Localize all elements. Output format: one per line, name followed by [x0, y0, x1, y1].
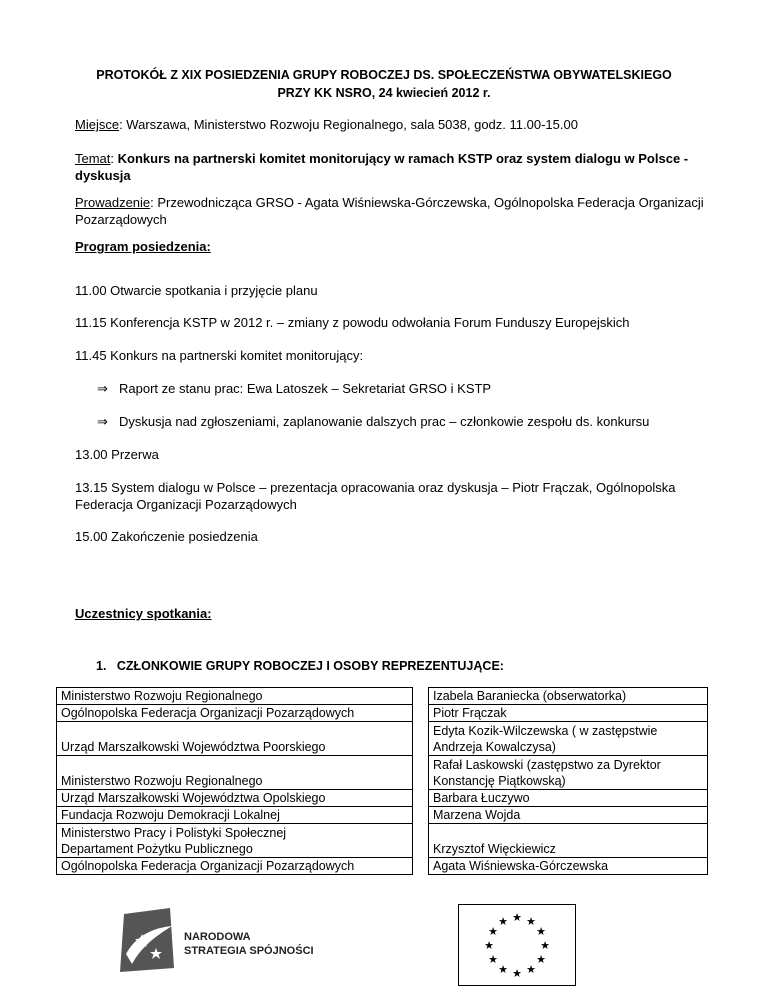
- topic-line-2: dyskusja: [75, 168, 131, 183]
- topic-label: Temat: [75, 151, 111, 166]
- svg-text:★: ★: [512, 967, 522, 980]
- subitem-text: Raport ze stanu prac: Ewa Latoszek – Sekretariat GRSO i KSTP: [119, 381, 492, 396]
- org-cell: Ministerstwo Rozwoju Regionalnego: [57, 688, 413, 705]
- program-heading: Program posiedzenia:: [75, 239, 211, 254]
- program-subitem: [97, 413, 697, 430]
- chair-label: Prowadzenie: [75, 195, 151, 210]
- title-line-1: PROTOKÓŁ Z XIX POSIEDZENIA GRUPY ROBOCZEJ DS. SPOŁECZEŃSTWA OBYWATELSKIEGO: [96, 68, 672, 82]
- table-row: [57, 824, 708, 858]
- program-subitem: [97, 380, 697, 397]
- table-row: [57, 790, 708, 807]
- program-end: 15.00 Zakończenie posiedzenia: [75, 529, 258, 544]
- person-cell: Agata Wiśniewska-Górczewska: [428, 858, 707, 875]
- title-line-2: PRZY KK NSRO, 24 kwiecień 2012 r.: [277, 86, 491, 100]
- table-row: [57, 705, 708, 722]
- svg-text:★: ★: [540, 939, 550, 952]
- person-cell: Rafał Laskowski (zastępstwo za Dyrektor Konstancję Piątkowską): [428, 756, 707, 790]
- meeting-place-text: : Warszawa, Ministerstwo Rozwoju Regionalnego, sala 5038, godz. 11.00-15.00: [119, 117, 578, 132]
- table-row: [57, 858, 708, 875]
- org-cell: Ogólnopolska Federacja Organizacji Pozarządowych: [57, 858, 413, 875]
- org-cell: Urząd Marszałkowski Województwa Opolskiego: [57, 790, 413, 807]
- person-cell: Piotr Frączak: [428, 705, 707, 722]
- meeting-chair: [75, 194, 705, 228]
- chair-line-1: : Przewodnicząca GRSO - Agata Wiśniewska-Górczewska, Ogólnopolska Federacja Organizacji: [150, 195, 704, 210]
- program-item: 11.15 Konferencja KSTP w 2012 r. – zmiany z powodu odwołania Forum Funduszy Europejskich: [75, 315, 630, 330]
- svg-text:★: ★: [536, 925, 546, 938]
- org-cell: Urząd Marszałkowski Województwa Poorskiego: [57, 722, 413, 756]
- org-cell: Ogólnopolska Federacja Organizacji Pozarządowych: [57, 705, 413, 722]
- section-title: CZŁONKOWIE GRUPY ROBOCZEJ I OSOBY REPREZENTUJĄCE:: [116, 659, 504, 673]
- svg-text:★: ★: [526, 915, 536, 928]
- person-cell: Izabela Baraniecka (obserwatorka): [428, 688, 707, 705]
- section-number: 1.: [96, 659, 107, 673]
- svg-text:★: ★: [488, 953, 498, 966]
- participants-heading: Uczestnicy spotkania:: [75, 606, 212, 621]
- meeting-place-label: Miejsce: [75, 117, 120, 132]
- eu-flag-logo: [458, 904, 576, 986]
- program-system-dialog: [75, 479, 705, 513]
- svg-text:★: ★: [536, 953, 546, 966]
- meeting-place: [75, 116, 705, 133]
- program-item: 11.45 Konkurs na partnerski komitet monitorujący:: [75, 348, 364, 363]
- svg-text:★: ★: [526, 963, 536, 976]
- org-cell: Ministerstwo Rozwoju Regionalnego: [57, 756, 413, 790]
- svg-text:★: ★: [484, 939, 494, 952]
- section-heading: [96, 658, 504, 675]
- document-title: [60, 66, 708, 102]
- svg-text:★: ★: [512, 911, 522, 924]
- svg-text:★: ★: [488, 925, 498, 938]
- topic-separator: :: [110, 151, 118, 166]
- system-line-1: 13.15 System dialogu w Polsce – prezentacja opracowania oraz dyskusja – Piotr Frączak, Ogólnopolska: [75, 480, 676, 495]
- table-row: [57, 807, 708, 824]
- program-break: 13.00 Przerwa: [75, 447, 159, 462]
- nss-emblem-icon: [118, 906, 338, 976]
- nss-line-1: NARODOWA: [184, 931, 251, 943]
- system-line-2: Federacja Organizacji Pozarządowych: [75, 497, 297, 512]
- narodowa-strategia-spojnosci-logo: [118, 906, 338, 976]
- person-cell: Barbara Łuczywo: [428, 790, 707, 807]
- eu-stars-icon: [459, 905, 575, 985]
- svg-text:★: ★: [498, 963, 508, 976]
- topic-line-1: Konkurs na partnerski komitet monitorujący w ramach KSTP oraz system dialogu w Polsce -: [117, 151, 689, 166]
- arrow-right-icon: ⇒: [97, 414, 108, 429]
- nss-line-2: STRATEGIA SPÓJNOŚCI: [184, 945, 314, 957]
- person-cell: Marzena Wojda: [428, 807, 707, 824]
- svg-text:★: ★: [498, 915, 508, 928]
- person-cell: Krzysztof Więckiewicz: [428, 824, 707, 858]
- program-item: 11.00 Otwarcie spotkania i przyjęcie planu: [75, 283, 318, 298]
- org-cell: Fundacja Rozwoju Demokracji Lokalnej: [57, 807, 413, 824]
- table-row: [57, 688, 708, 705]
- members-table: [56, 687, 708, 875]
- org-cell: Ministerstwo Pracy i Polistyki Społecznej Departament Pożytku Publicznego: [57, 824, 413, 858]
- arrow-right-icon: ⇒: [97, 381, 108, 396]
- person-cell: Edyta Kozik-Wilczewska ( w zastępstwie Andrzeja Kowalczysa): [428, 722, 707, 756]
- chair-line-2: Pozarządowych: [75, 212, 167, 227]
- meeting-topic: [75, 150, 705, 184]
- subitem-text: Dyskusja nad zgłoszeniami, zaplanowanie dalszych prac – członkowie zespołu ds. konkursu: [119, 414, 650, 429]
